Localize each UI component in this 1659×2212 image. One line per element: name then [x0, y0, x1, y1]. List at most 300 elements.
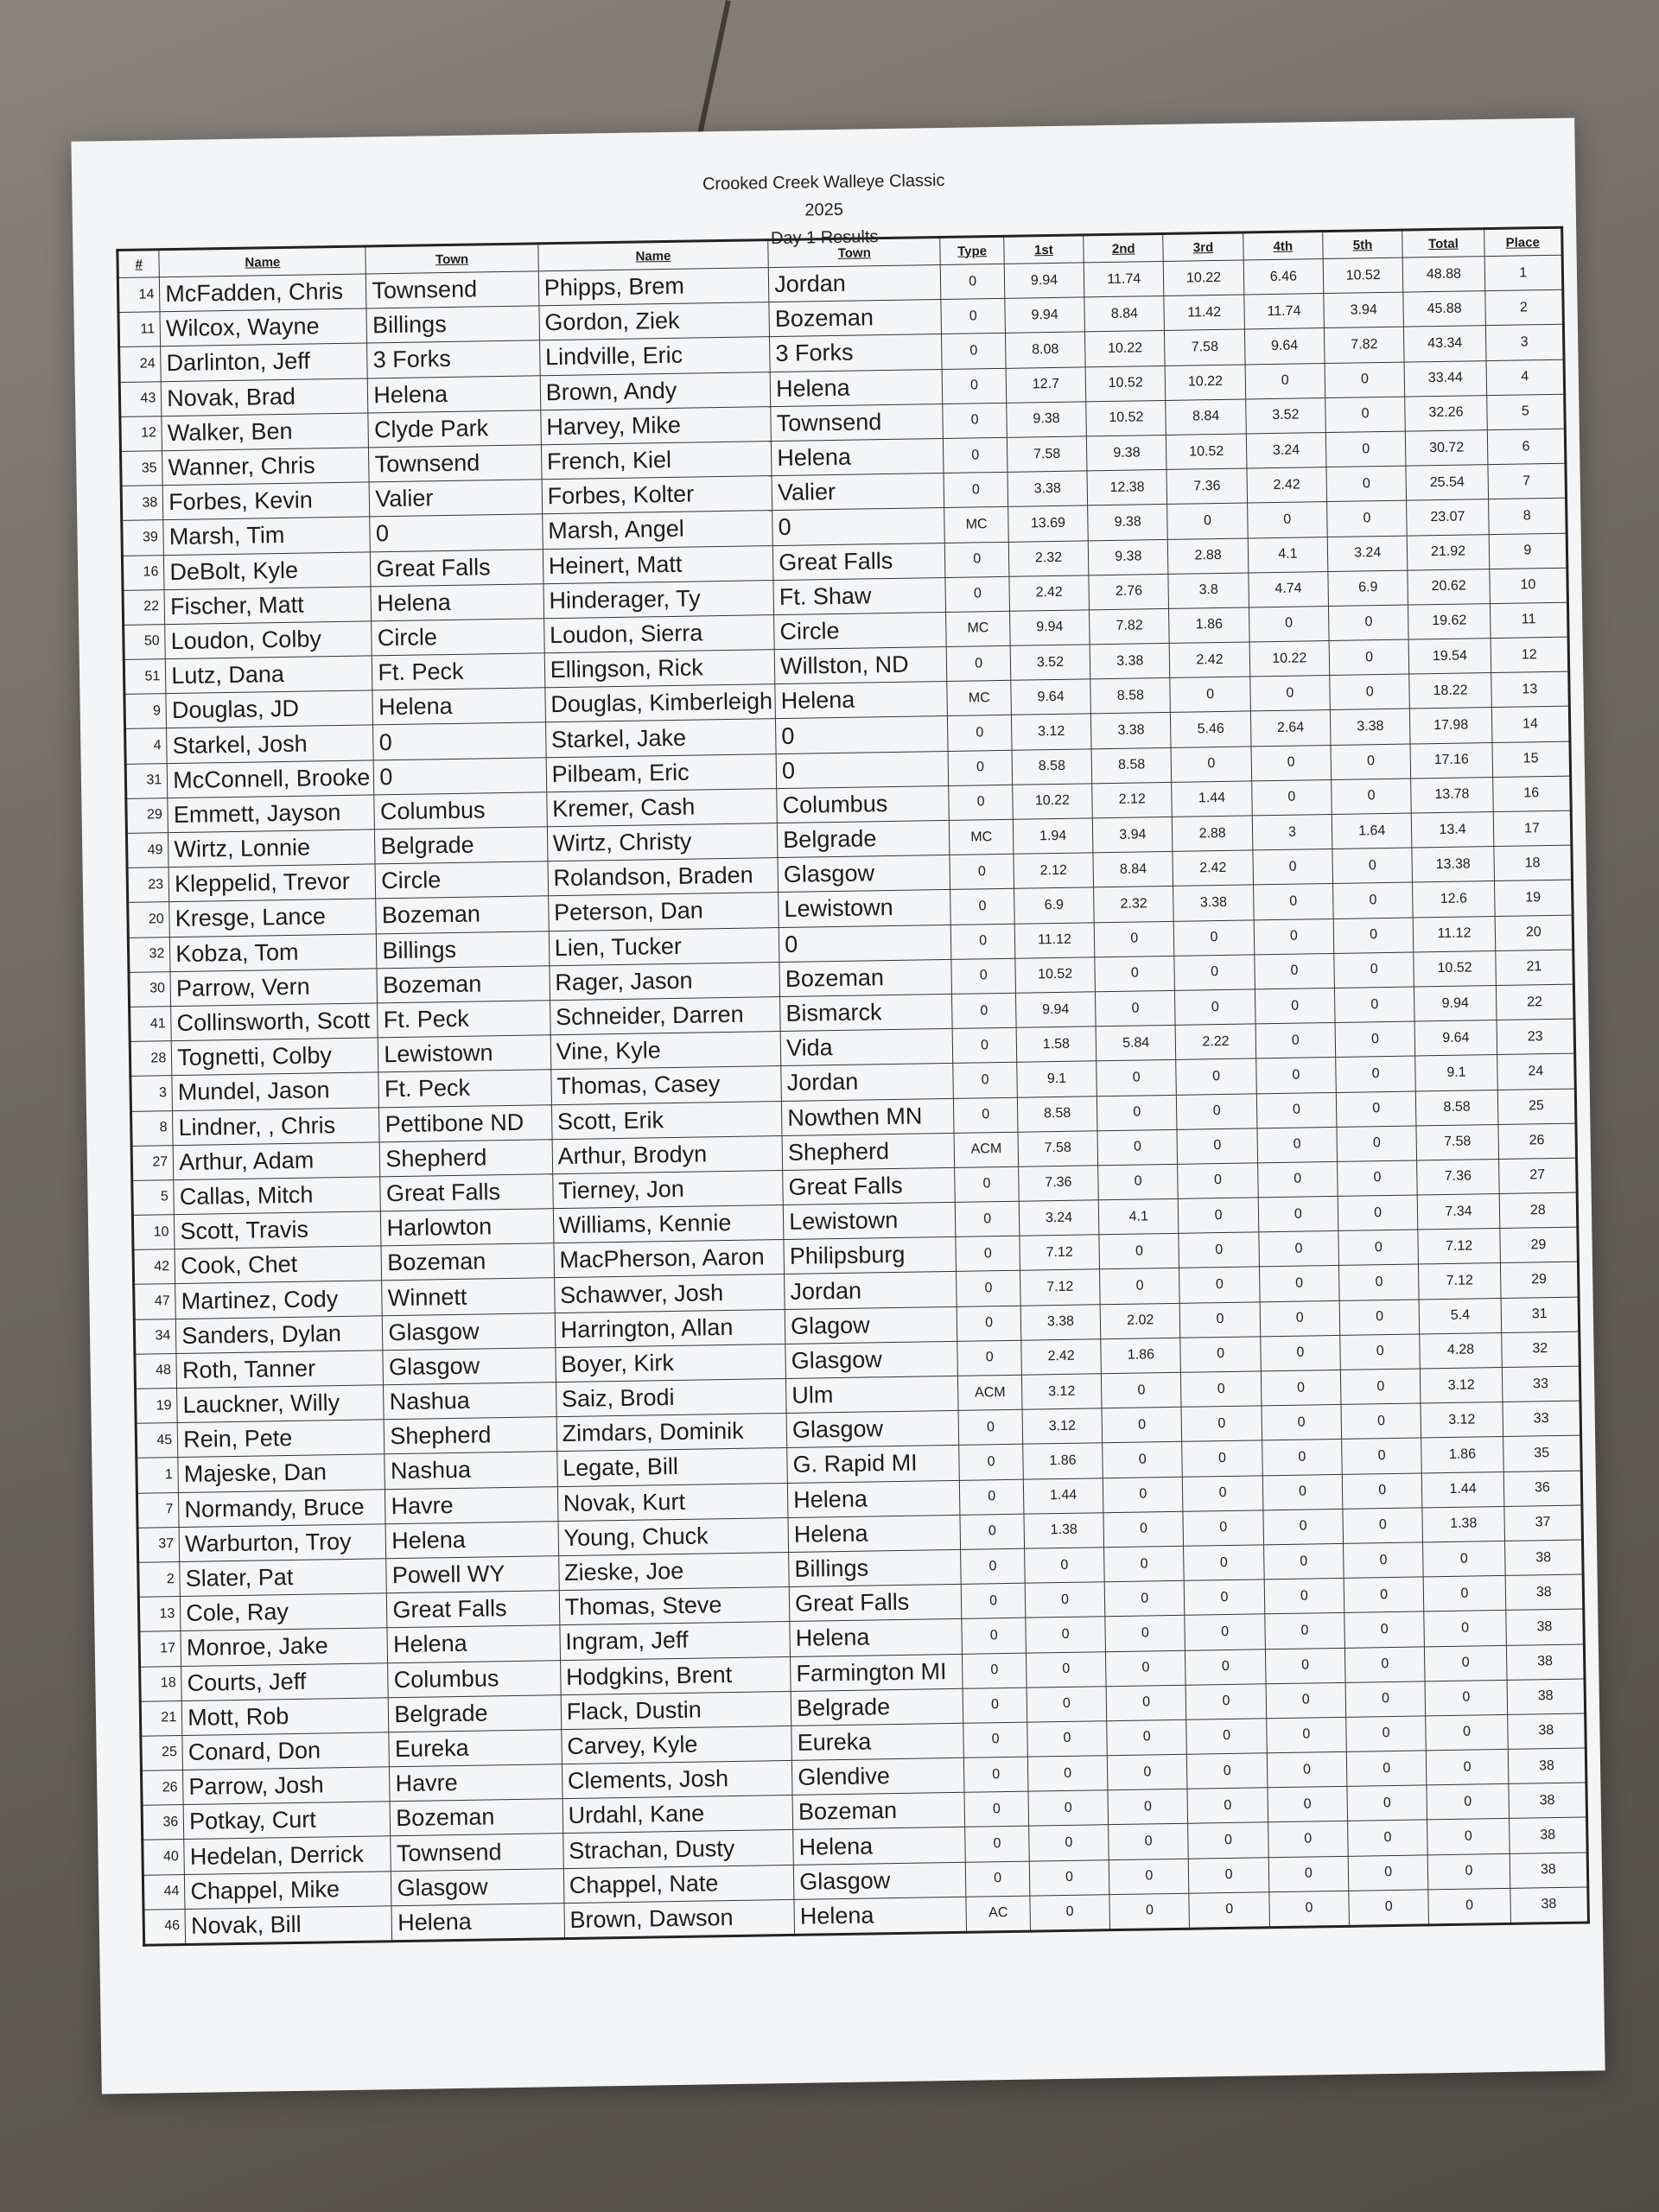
fish-5th-cell: 0	[1329, 605, 1409, 641]
angler-2-name-cell: Hodgkins, Brent	[560, 1656, 791, 1694]
fish-5th-cell: 0	[1345, 1681, 1426, 1718]
fish-1st-cell: 1.86	[1023, 1443, 1103, 1479]
angler-2-town-cell: Willston, ND	[774, 647, 947, 684]
boat-number-cell: 28	[130, 1041, 172, 1077]
column-header: 2nd	[1084, 233, 1164, 262]
fish-3rd-cell: 0	[1174, 955, 1255, 991]
angler-1-town-cell: Townsend	[369, 445, 542, 482]
total-weight-cell: 0	[1428, 1888, 1510, 1925]
fish-1st-cell: 9.38	[1007, 402, 1087, 438]
angler-1-name-cell: Normandy, Bruce	[179, 1489, 386, 1527]
fish-3rd-cell: 11.42	[1164, 295, 1244, 331]
fish-2nd-cell: 4.1	[1098, 1198, 1179, 1235]
fish-1st-cell: 3.38	[1007, 471, 1088, 507]
angler-1-name-cell: Emmett, Jayson	[168, 795, 375, 833]
fish-4th-cell: 0	[1265, 1648, 1345, 1684]
type-cell: 0	[966, 1861, 1030, 1897]
angler-1-name-cell: Parrow, Vern	[170, 969, 378, 1007]
fish-3rd-cell: 0	[1181, 1371, 1262, 1408]
angler-2-town-cell: Bismarck	[780, 994, 953, 1031]
place-cell: 15	[1492, 741, 1571, 778]
boat-number-cell: 20	[128, 902, 170, 938]
fish-1st-cell: 1.44	[1023, 1478, 1103, 1514]
place-cell: 17	[1493, 810, 1572, 847]
fish-1st-cell: 9.1	[1017, 1061, 1097, 1097]
place-cell: 38	[1505, 1574, 1584, 1611]
total-weight-cell: 12.6	[1413, 881, 1495, 918]
angler-1-town-cell: Lewistown	[378, 1035, 551, 1072]
place-cell: 2	[1484, 289, 1563, 326]
fish-4th-cell: 2.64	[1250, 710, 1331, 747]
fish-3rd-cell: 0	[1187, 1788, 1268, 1824]
boat-number-cell: 22	[123, 589, 165, 625]
type-cell: AC	[966, 1896, 1030, 1932]
fish-5th-cell: 0	[1348, 1820, 1428, 1856]
column-header: Total	[1402, 229, 1484, 257]
fish-2nd-cell: 10.52	[1086, 400, 1166, 436]
tournament-year: 2025	[804, 200, 844, 220]
fish-5th-cell: 0	[1346, 1751, 1427, 1787]
fish-1st-cell: 8.58	[1017, 1096, 1097, 1132]
fish-5th-cell: 0	[1338, 1230, 1419, 1266]
total-weight-cell: 9.94	[1414, 985, 1497, 1021]
angler-2-town-cell: 0	[776, 751, 949, 788]
angler-2-name-cell: Thomas, Casey	[551, 1066, 782, 1104]
angler-2-name-cell: Loudon, Sierra	[543, 614, 774, 652]
fish-5th-cell: 0	[1325, 397, 1406, 433]
total-weight-cell: 0	[1425, 1645, 1507, 1681]
fish-1st-cell: 10.22	[1013, 784, 1093, 820]
fish-5th-cell: 7.82	[1324, 327, 1404, 363]
angler-2-town-cell: Glasgow	[778, 855, 950, 893]
place-cell: 5	[1486, 394, 1565, 430]
fish-4th-cell: 0	[1253, 884, 1333, 920]
place-cell: 26	[1498, 1123, 1577, 1160]
type-cell: 0	[943, 368, 1007, 404]
fish-3rd-cell: 0	[1185, 1614, 1265, 1650]
total-weight-cell: 0	[1428, 1853, 1510, 1890]
type-cell: 0	[948, 750, 1012, 785]
type-cell: 0	[956, 1236, 1020, 1271]
type-cell: 0	[941, 264, 1005, 299]
place-cell: 13	[1491, 671, 1569, 708]
fish-2nd-cell: 0	[1100, 1268, 1180, 1305]
fish-5th-cell: 0	[1340, 1334, 1421, 1370]
fish-1st-cell: 8.08	[1005, 332, 1085, 368]
angler-2-town-cell: Helena	[772, 438, 944, 475]
angler-2-name-cell: Kremer, Cash	[546, 788, 777, 826]
place-cell: 29	[1500, 1227, 1579, 1263]
fish-4th-cell: 4.74	[1249, 571, 1329, 607]
fish-4th-cell: 0	[1268, 1821, 1348, 1858]
fish-5th-cell: 0	[1348, 1855, 1428, 1891]
angler-1-town-cell: Townsend	[366, 271, 539, 308]
fish-4th-cell: 0	[1266, 1717, 1346, 1753]
angler-1-town-cell: Helena	[371, 583, 543, 620]
boat-number-cell: 40	[143, 1840, 185, 1875]
angler-1-town-cell: Great Falls	[371, 549, 543, 586]
fish-2nd-cell: 0	[1103, 1442, 1183, 1478]
fish-5th-cell: 0	[1325, 431, 1406, 467]
angler-1-town-cell: Bozeman	[377, 965, 550, 1002]
total-weight-cell: 0	[1427, 1784, 1509, 1821]
angler-1-town-cell: Shepherd	[379, 1139, 552, 1176]
angler-1-town-cell: Ft. Peck	[372, 653, 545, 690]
fish-3rd-cell: 10.52	[1166, 434, 1247, 470]
angler-1-name-cell: Tognetti, Colby	[171, 1038, 378, 1076]
fish-2nd-cell: 12.38	[1087, 470, 1167, 506]
angler-2-name-cell: Douglas, Kimberleigh	[545, 684, 776, 722]
total-weight-cell: 5.4	[1419, 1298, 1501, 1334]
angler-2-name-cell: Marsh, Angel	[542, 511, 772, 549]
angler-2-name-cell: Rolandson, Braden	[548, 858, 779, 896]
fish-1st-cell: 3.24	[1019, 1200, 1099, 1236]
type-cell: 0	[963, 1688, 1027, 1723]
fish-2nd-cell: 1.86	[1101, 1338, 1181, 1374]
fish-2nd-cell: 0	[1105, 1616, 1185, 1652]
boat-number-cell: 32	[128, 937, 170, 972]
angler-2-name-cell: Harrington, Allan	[555, 1309, 785, 1347]
fish-2nd-cell: 0	[1102, 1407, 1182, 1443]
fish-5th-cell: 0	[1325, 362, 1405, 398]
angler-2-name-cell: Ellingson, Rick	[544, 650, 775, 688]
fish-5th-cell: 0	[1340, 1369, 1421, 1405]
fish-1st-cell: 13.69	[1007, 505, 1088, 542]
angler-2-name-cell: Legate, Bill	[556, 1448, 787, 1486]
type-cell: 0	[953, 1027, 1017, 1063]
total-weight-cell: 0	[1425, 1680, 1507, 1716]
place-cell: 36	[1503, 1471, 1582, 1507]
fish-2nd-cell: 5.84	[1096, 1025, 1176, 1061]
fish-3rd-cell: 0	[1177, 1093, 1257, 1129]
angler-2-town-cell: Vida	[780, 1029, 953, 1066]
fish-3rd-cell: 2.88	[1173, 816, 1253, 852]
results-subtitle: Day 1 Results	[770, 227, 879, 249]
angler-1-name-cell: Conard, Don	[182, 1732, 390, 1770]
fish-3rd-cell: 3.38	[1173, 885, 1254, 921]
angler-2-town-cell: Ft. Shaw	[773, 577, 946, 614]
fish-2nd-cell: 3.38	[1090, 643, 1170, 679]
place-cell: 38	[1509, 1783, 1587, 1819]
angler-1-town-cell: Billings	[377, 931, 550, 968]
angler-2-name-cell: Harvey, Mike	[541, 406, 772, 444]
angler-1-name-cell: Chappel, Mike	[185, 1871, 392, 1909]
angler-2-town-cell: Belgrade	[791, 1688, 963, 1726]
type-cell: MC	[947, 681, 1011, 716]
type-cell: 0	[944, 472, 1007, 507]
angler-1-town-cell: Powell WY	[386, 1556, 559, 1593]
fish-5th-cell: 0	[1347, 1785, 1427, 1821]
angler-1-name-cell: Scott, Travis	[175, 1211, 382, 1249]
angler-1-town-cell: 3 Forks	[367, 340, 540, 378]
boat-number-cell: 37	[137, 1527, 180, 1562]
angler-2-town-cell: Great Falls	[772, 543, 945, 580]
angler-2-name-cell: Tierney, Jon	[552, 1170, 783, 1208]
place-cell: 24	[1497, 1053, 1575, 1090]
angler-1-town-cell: Great Falls	[380, 1174, 553, 1211]
type-cell: 0	[964, 1757, 1028, 1792]
angler-1-name-cell: Wilcox, Wayne	[160, 308, 367, 346]
fish-4th-cell: 0	[1256, 1092, 1337, 1128]
fish-5th-cell: 6.9	[1328, 570, 1408, 607]
fish-5th-cell: 0	[1326, 466, 1407, 502]
angler-2-name-cell: MacPherson, Aaron	[554, 1240, 785, 1278]
boat-number-cell: 7	[137, 1492, 179, 1528]
fish-2nd-cell: 11.74	[1084, 261, 1164, 297]
fish-3rd-cell: 7.58	[1165, 329, 1245, 365]
fish-2nd-cell: 0	[1096, 1095, 1177, 1131]
fish-4th-cell: 3	[1252, 814, 1332, 850]
fish-3rd-cell: 0	[1174, 919, 1255, 956]
angler-2-name-cell: Brown, Dawson	[564, 1899, 795, 1938]
fish-3rd-cell: 2.42	[1173, 850, 1253, 887]
fish-5th-cell: 0	[1337, 1126, 1417, 1162]
fish-1st-cell: 9.94	[1004, 263, 1084, 299]
column-header: Town	[768, 238, 941, 268]
fish-3rd-cell: 2.22	[1176, 1024, 1256, 1060]
fish-3rd-cell: 0	[1183, 1475, 1263, 1511]
fish-1st-cell: 9.94	[1015, 992, 1096, 1028]
place-cell: 38	[1510, 1887, 1589, 1924]
fish-4th-cell: 0	[1259, 1266, 1339, 1302]
angler-1-name-cell: McConnell, Brooke	[167, 760, 374, 798]
fish-5th-cell: 0	[1349, 1890, 1429, 1927]
angler-1-town-cell: 0	[370, 514, 543, 551]
boat-number-cell: 51	[124, 659, 166, 695]
fish-4th-cell: 0	[1254, 918, 1334, 955]
angler-2-town-cell: Glasgow	[793, 1862, 966, 1899]
angler-2-name-cell: Young, Chuck	[558, 1517, 789, 1555]
angler-2-name-cell: Flack, Dustin	[561, 1691, 791, 1729]
total-weight-cell: 23.07	[1407, 499, 1489, 536]
angler-2-town-cell: Nowthen MN	[782, 1098, 955, 1135]
total-weight-cell: 8.58	[1416, 1090, 1498, 1126]
fish-2nd-cell: 2.32	[1094, 887, 1174, 923]
boat-number-cell: 50	[124, 625, 166, 660]
fish-2nd-cell: 10.22	[1085, 331, 1166, 367]
angler-2-name-cell: Clements, Josh	[562, 1760, 792, 1798]
total-weight-cell: 1.38	[1422, 1506, 1504, 1542]
fish-1st-cell: 3.12	[1021, 1374, 1102, 1410]
fish-4th-cell: 0	[1249, 606, 1329, 642]
boat-number-cell: 41	[130, 1007, 172, 1042]
fish-2nd-cell: 0	[1103, 1511, 1184, 1548]
angler-1-name-cell: Cole, Ray	[181, 1593, 388, 1631]
angler-2-name-cell: Williams, Kennie	[553, 1205, 784, 1243]
total-weight-cell: 48.88	[1402, 257, 1484, 293]
column-header: #	[118, 250, 160, 278]
type-cell: ACM	[954, 1132, 1018, 1167]
type-cell: 0	[963, 1653, 1027, 1688]
fish-1st-cell: 0	[1024, 1548, 1104, 1584]
angler-2-name-cell: Pilbeam, Eric	[546, 753, 777, 791]
type-cell: 0	[950, 889, 1014, 925]
fish-2nd-cell: 0	[1109, 1893, 1190, 1930]
boat-number-cell: 11	[118, 312, 161, 347]
boat-number-cell: 10	[132, 1215, 175, 1250]
fish-1st-cell: 2.12	[1014, 853, 1094, 889]
fish-4th-cell: 11.74	[1244, 294, 1325, 330]
total-weight-cell: 1.86	[1421, 1437, 1503, 1473]
fish-4th-cell: 10.22	[1249, 641, 1330, 677]
place-cell: 14	[1491, 707, 1570, 743]
boat-number-cell: 30	[129, 971, 171, 1007]
place-cell: 33	[1503, 1401, 1581, 1437]
place-cell: 10	[1490, 568, 1568, 604]
total-weight-cell: 0	[1426, 1714, 1508, 1751]
fish-2nd-cell: 9.38	[1087, 435, 1167, 471]
total-weight-cell: 9.64	[1414, 1020, 1497, 1057]
type-cell: 0	[962, 1583, 1026, 1618]
boat-number-cell: 13	[138, 1597, 181, 1632]
type-cell: ACM	[958, 1375, 1022, 1410]
fish-2nd-cell: 2.02	[1100, 1303, 1180, 1339]
angler-2-name-cell: Brown, Andy	[540, 372, 771, 410]
angler-1-town-cell: Bozeman	[381, 1243, 554, 1281]
fish-1st-cell: 3.38	[1020, 1304, 1101, 1340]
angler-2-town-cell: 0	[776, 716, 949, 753]
angler-1-name-cell: Starkel, Josh	[167, 725, 374, 763]
type-cell: 0	[944, 437, 1007, 473]
boat-number-cell: 2	[138, 1561, 181, 1597]
fish-2nd-cell: 8.58	[1090, 678, 1171, 715]
fish-5th-cell: 0	[1342, 1473, 1422, 1510]
angler-2-name-cell: Thomas, Steve	[559, 1587, 790, 1625]
fish-5th-cell: 0	[1344, 1646, 1425, 1682]
fish-4th-cell: 2.42	[1247, 467, 1327, 504]
place-cell: 38	[1505, 1609, 1584, 1645]
angler-1-town-cell: Helena	[385, 1521, 558, 1558]
angler-2-town-cell: Jordan	[768, 265, 941, 302]
fish-4th-cell: 0	[1269, 1891, 1350, 1928]
angler-1-town-cell: Glasgow	[383, 1347, 556, 1384]
boat-number-cell: 34	[134, 1319, 176, 1354]
fish-3rd-cell: 0	[1177, 1128, 1257, 1165]
type-cell: 0	[959, 1445, 1023, 1480]
boat-number-cell: 44	[143, 1874, 185, 1910]
angler-2-town-cell: Bozeman	[792, 1793, 965, 1830]
angler-2-name-cell: Lien, Tucker	[549, 927, 779, 965]
type-cell: 0	[957, 1306, 1021, 1341]
type-cell: 0	[949, 785, 1013, 820]
place-cell: 38	[1509, 1817, 1587, 1853]
fish-5th-cell: 0	[1332, 779, 1412, 815]
angler-1-name-cell: Parrow, Josh	[183, 1767, 391, 1805]
type-cell: 0	[963, 1722, 1027, 1758]
angler-2-town-cell: 3 Forks	[770, 334, 943, 372]
fish-2nd-cell: 8.84	[1093, 852, 1173, 888]
column-header: Town	[365, 244, 538, 274]
fish-5th-cell: 3.38	[1330, 709, 1410, 745]
type-cell: 0	[956, 1201, 1020, 1236]
fish-3rd-cell: 0	[1179, 1267, 1260, 1303]
boat-number-cell: 9	[124, 694, 167, 729]
place-cell: 33	[1502, 1366, 1580, 1402]
boat-number-cell: 35	[120, 451, 162, 486]
type-cell: 0	[955, 1166, 1019, 1202]
angler-2-name-cell: Gordon, Ziek	[539, 302, 770, 340]
fish-1st-cell: 0	[1028, 1825, 1109, 1861]
angler-1-town-cell: Valier	[369, 480, 542, 517]
tournament-title: Crooked Creek Walleye Classic	[702, 170, 945, 194]
fish-3rd-cell: 0	[1189, 1892, 1269, 1929]
fish-2nd-cell: 0	[1109, 1859, 1189, 1895]
place-cell: 18	[1494, 845, 1573, 881]
fish-1st-cell: 1.38	[1024, 1512, 1104, 1548]
fish-4th-cell: 0	[1251, 745, 1332, 781]
angler-2-name-cell: Boyer, Kirk	[556, 1344, 786, 1382]
fish-5th-cell: 0	[1335, 1021, 1415, 1058]
angler-2-town-cell: Jordan	[781, 1064, 954, 1101]
angler-2-town-cell: Glendive	[792, 1758, 965, 1795]
fish-1st-cell: 3.12	[1011, 714, 1091, 750]
type-cell: 0	[960, 1479, 1024, 1515]
angler-1-town-cell: Ft. Peck	[378, 1070, 551, 1107]
angler-2-town-cell: Helena	[770, 369, 943, 406]
total-weight-cell: 13.4	[1412, 812, 1494, 849]
fish-3rd-cell: 0	[1179, 1232, 1259, 1268]
total-weight-cell: 7.12	[1419, 1263, 1501, 1300]
fish-2nd-cell: 0	[1104, 1580, 1185, 1617]
angler-1-name-cell: DeBolt, Kyle	[164, 551, 372, 589]
type-cell: 0	[957, 1340, 1021, 1376]
place-cell: 11	[1490, 602, 1568, 639]
total-weight-cell: 13.38	[1412, 847, 1494, 883]
fish-3rd-cell: 0	[1183, 1510, 1263, 1547]
fish-4th-cell: 0	[1263, 1543, 1344, 1580]
place-cell: 1	[1484, 255, 1563, 291]
angler-1-town-cell: Helena	[387, 1625, 560, 1662]
angler-2-town-cell: Shepherd	[782, 1133, 955, 1170]
boat-number-cell: 39	[122, 520, 164, 556]
boat-number-cell: 47	[134, 1284, 176, 1319]
type-cell: 0	[962, 1618, 1026, 1653]
angler-1-town-cell: Columbus	[388, 1660, 561, 1697]
angler-2-town-cell: Jordan	[785, 1272, 957, 1309]
angler-2-name-cell: Saiz, Brodi	[556, 1378, 786, 1416]
angler-2-name-cell: Lindville, Eric	[539, 337, 770, 375]
angler-1-name-cell: Darlinton, Jeff	[161, 343, 368, 381]
angler-2-town-cell: Columbus	[777, 785, 950, 823]
angler-2-name-cell: Arthur, Brodyn	[552, 1135, 783, 1173]
place-cell: 20	[1495, 915, 1573, 951]
fish-5th-cell: 0	[1339, 1264, 1420, 1300]
angler-2-name-cell: Chappel, Nate	[563, 1865, 794, 1903]
fish-2nd-cell: 0	[1109, 1824, 1189, 1860]
angler-1-name-cell: Rein, Pete	[177, 1420, 385, 1458]
fish-5th-cell: 0	[1333, 918, 1414, 954]
fish-5th-cell: 0	[1344, 1611, 1425, 1648]
angler-1-name-cell: Lutz, Dana	[166, 656, 373, 694]
angler-2-name-cell: Forbes, Kolter	[542, 476, 772, 514]
angler-1-name-cell: Kleppelid, Trevor	[168, 864, 376, 902]
total-weight-cell: 0	[1423, 1541, 1505, 1577]
angler-2-town-cell: Great Falls	[783, 1167, 956, 1205]
angler-2-name-cell: Schneider, Darren	[550, 996, 780, 1034]
place-cell: 28	[1499, 1192, 1578, 1229]
fish-4th-cell: 0	[1251, 779, 1332, 816]
place-cell: 38	[1507, 1713, 1586, 1750]
boat-number-cell: 19	[136, 1389, 178, 1424]
angler-2-town-cell: Eureka	[791, 1723, 964, 1760]
fish-3rd-cell: 0	[1181, 1406, 1262, 1442]
angler-1-name-cell: Mundel, Jason	[172, 1072, 379, 1110]
angler-1-town-cell: Belgrade	[389, 1694, 562, 1732]
boat-number-cell: 18	[140, 1666, 182, 1701]
type-cell: 0	[942, 334, 1006, 369]
fish-4th-cell: 0	[1266, 1682, 1346, 1719]
type-cell: 0	[960, 1514, 1024, 1549]
